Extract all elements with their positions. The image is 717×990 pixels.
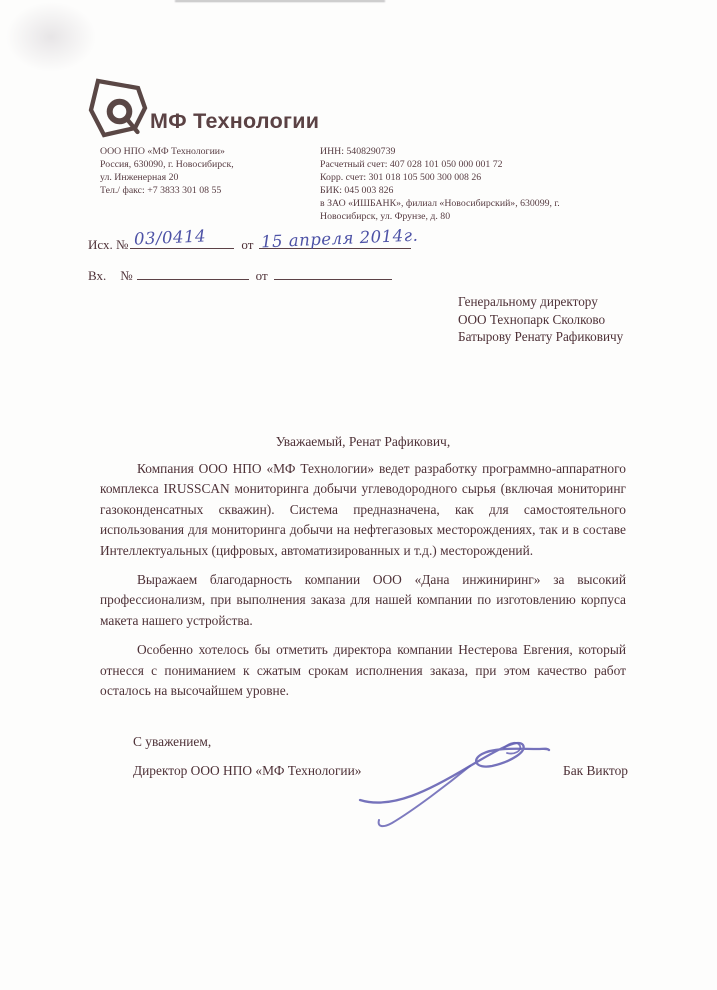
salutation: Уважаемый, Ренат Рафикович, — [275, 434, 451, 449]
outgoing-reference-row — [88, 225, 420, 253]
recipient-block — [458, 293, 623, 346]
handwritten-outgoing-date: 15 апреля 2014г. — [261, 225, 420, 252]
address-line: ООО НПО «МФ Технологии» — [100, 146, 225, 157]
handwritten-signature — [352, 722, 552, 830]
letter-body — [100, 459, 626, 710]
bank-detail-line: Корр. счет: 301 018 105 500 300 008 26 — [320, 171, 482, 183]
address-line: Россия, 630090, г. Новосибирск, — [100, 158, 234, 170]
bank-detail-line: ИНН: 5408290739 — [320, 146, 396, 157]
bank-detail-line: Расчетный счет: 407 028 101 050 000 001 72 — [320, 158, 503, 170]
recipient-line: ООО Технопарк Сколково — [458, 311, 606, 327]
handwritten-outgoing-number: 03/0414 — [134, 226, 207, 249]
body-paragraph: Особенно хотелось бы отметить директора компании Нестерова Евгения, который отнесся с пониманием к сжатым срокам исполнения заказа, при этом качество работ осталось на высочайшем уровне. — [100, 642, 626, 699]
address-line: ул. Инженерная 20 — [100, 171, 179, 183]
incoming-date-field — [274, 263, 392, 280]
body-paragraph: Выражаем благодарность компании ООО «Дана инжиниринг» за высокий профессионализм, при выполнения заказа для нашей компании по изготовлению корпуса макета нашего устройства. — [100, 572, 626, 628]
body-paragraph: Компания ООО НПО «МФ Технологии» ведет разработку программно-аппаратного комплекса IRUSSCAN мониторинга добычи углеводородного сырья (включая мониторинг газоконденсатных скважин). Система предназначена, как для самостоятельного использования для мониторинга добычи на нефтегазовых месторождениях, так и в составе Интеллектуальных (цифровых, автоматизированных и т.д.) месторождений. — [100, 461, 626, 558]
outgoing-from-label: от — [241, 237, 254, 252]
incoming-number-sign: № — [120, 268, 133, 283]
recipient-line: Генеральному директору — [458, 294, 598, 309]
scan-artifact-top-edge — [175, 0, 385, 2]
bank-detail-line: БИК: 045 003 826 — [320, 184, 394, 196]
bank-detail-line: Новосибирск, ул. Фрунзе, д. 80 — [320, 210, 451, 222]
company-address-block — [100, 146, 315, 198]
outgoing-number-field — [130, 226, 234, 249]
incoming-from-label: от — [255, 268, 268, 283]
incoming-reference-row — [88, 263, 392, 284]
signer-title: Директор ООО НПО «МФ Технологии» — [133, 763, 362, 778]
company-bank-details-block — [320, 146, 620, 223]
signer-name: Бак Виктор — [563, 763, 628, 778]
outgoing-date-field — [259, 225, 420, 252]
incoming-number-field — [137, 263, 249, 280]
recipient-line: Батырову Ренату Рафиковичу — [458, 329, 624, 344]
address-line: Тел./ факс: +7 3833 301 08 55 — [100, 184, 222, 196]
hexagon-lens-icon — [88, 78, 148, 138]
incoming-label: Вх. — [88, 268, 107, 283]
company-logo-text: МФ Технологии — [150, 109, 320, 133]
outgoing-number-label: Исх. № — [88, 237, 129, 252]
scan-artifact-smudge — [6, 2, 96, 72]
bank-detail-line: в ЗАО «ИШБАНК», филиал «Новосибирский», 630099, г. — [320, 197, 560, 209]
closing-regards: С уважением, — [133, 734, 212, 749]
